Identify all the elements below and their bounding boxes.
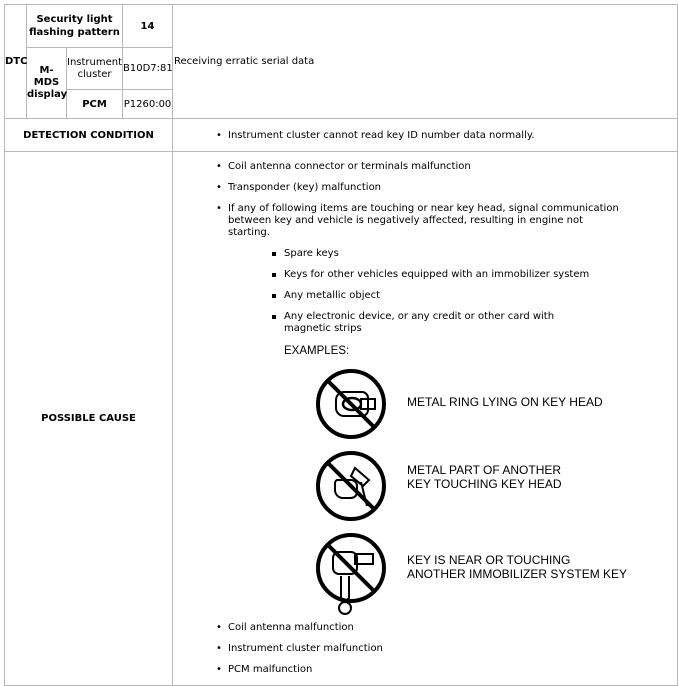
pcm-label: PCM [67, 90, 123, 119]
cause-item-text: If any of following items are touching or near key head, signal communication between key and vehicle is negatively affected, resulting in engine not starting. [228, 203, 619, 238]
possible-cause-cell [173, 152, 678, 686]
instrument-cluster-label: Instrument cluster [67, 48, 123, 90]
instrument-cluster-code: B10D7:81 [123, 48, 173, 90]
dtc-description: Receiving erratic serial data [173, 5, 678, 119]
no-other-key-icon [315, 532, 387, 618]
sub-item: Keys for other vehicles equipped with an immobilizer system [172, 269, 627, 281]
dtc-label: DTC [5, 5, 27, 119]
detection-condition-item: • Instrument cluster cannot read key ID number data normally. [172, 130, 677, 142]
example-row [173, 368, 677, 450]
security-light-label: Security light flashing pattern [27, 5, 123, 48]
example-row [173, 532, 677, 622]
dtc-table [4, 4, 678, 686]
detection-condition-cell [173, 119, 678, 152]
example-text-3: KEY IS NEAR OR TOUCHING ANOTHER IMMOBILIZER SYSTEM KEY [407, 553, 628, 581]
example-text-2: METAL PART OF ANOTHER KEY TOUCHING KEY HEAD [407, 463, 562, 491]
security-light-value: 14 [123, 5, 173, 48]
sub-item: Spare keys [172, 248, 627, 260]
no-metal-part-icon [315, 450, 387, 522]
cause-item: • Instrument cluster malfunction [172, 643, 677, 655]
cause-item: • Coil antenna malfunction [172, 622, 677, 634]
pcm-code: P1260:00 [123, 90, 173, 119]
no-metal-ring-icon [315, 368, 387, 440]
cause-item [172, 203, 677, 335]
sub-item: Any electronic device, or any credit or other card with magnetic strips [172, 311, 627, 335]
detection-condition-label: DETECTION CONDITION [5, 119, 173, 152]
cause-item: • Coil antenna connector or terminals malfunction [172, 161, 677, 173]
examples-label: EXAMPLES: [284, 345, 350, 357]
possible-cause-label: POSSIBLE CAUSE [5, 152, 173, 686]
sub-item: Any metallic object [172, 290, 627, 302]
cause-item: • Transponder (key) malfunction [172, 182, 677, 194]
mmds-label: M-MDS display [27, 48, 67, 119]
cause-item: • PCM malfunction [172, 664, 677, 676]
example-row [173, 450, 677, 532]
example-text-1: METAL RING LYING ON KEY HEAD [407, 395, 603, 409]
